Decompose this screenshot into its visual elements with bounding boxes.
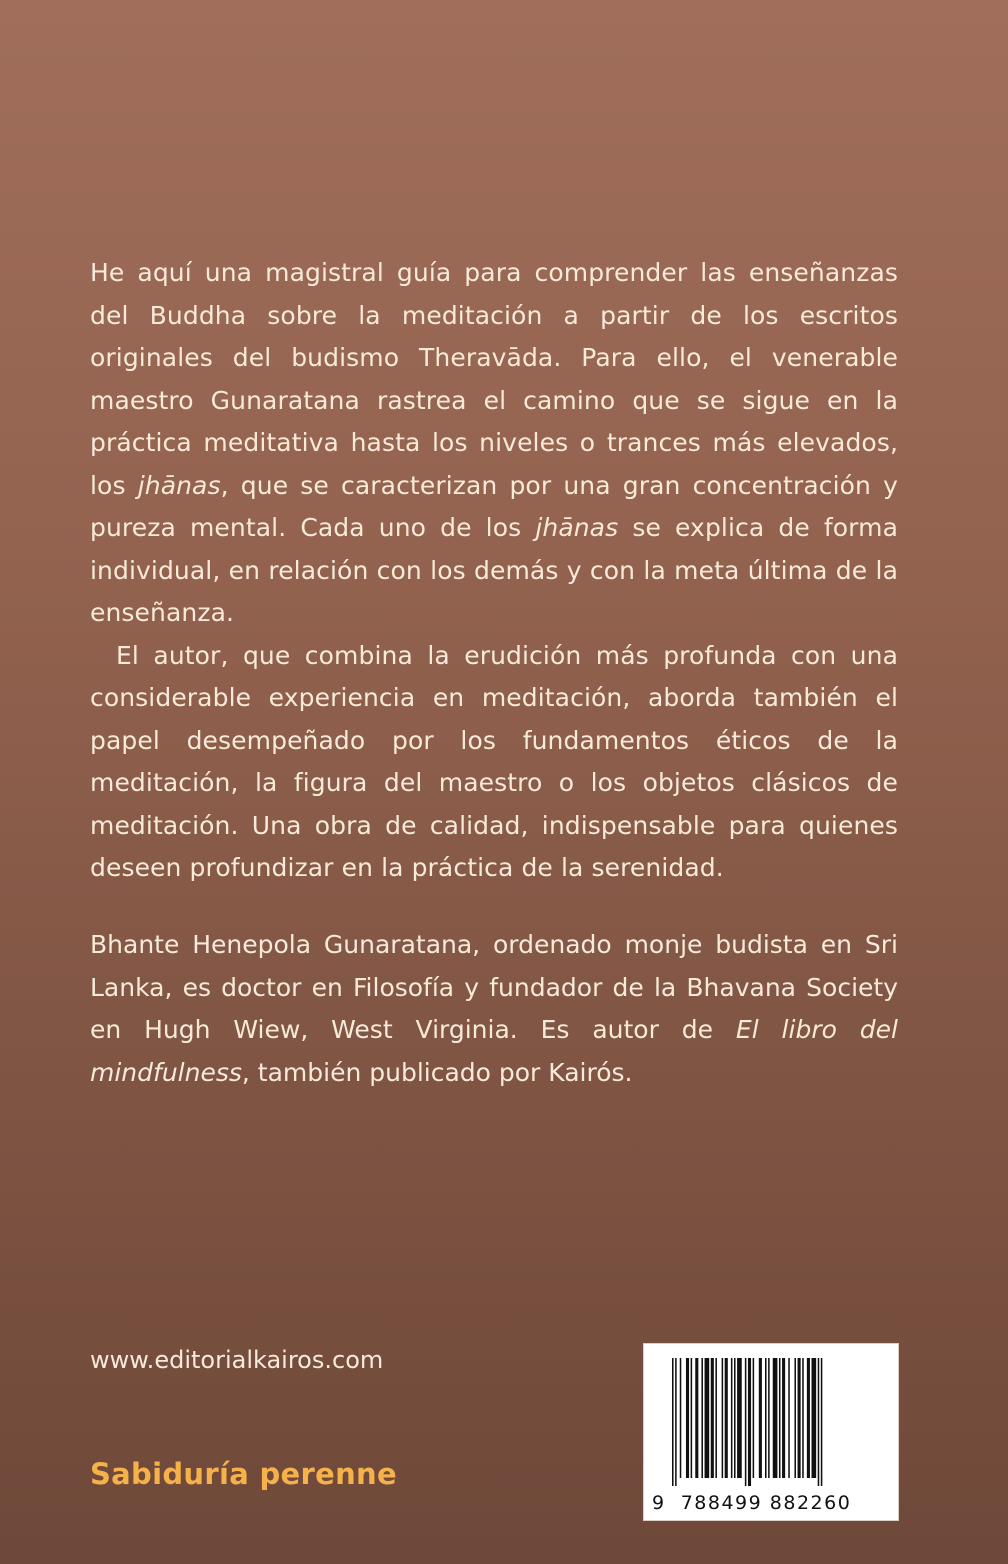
description-text: se explica de forma individual, en relación con los demás y con la meta última de la enseñanza. (90, 513, 898, 627)
barcode-bar (705, 1358, 710, 1478)
barcode-bars (672, 1358, 872, 1486)
barcode-bar (715, 1358, 717, 1478)
barcode-bar (734, 1358, 736, 1478)
isbn-first-digit: 9 (652, 1492, 666, 1514)
barcode-bar (725, 1358, 728, 1478)
publisher-website: www.editorialkairos.com (90, 1346, 384, 1374)
barcode-bar (675, 1358, 677, 1486)
description-text: He aquí una magistral guía para comprender las enseñanzas del Buddha sobre la meditación a partir de los escritos originales del budismo Theravāda. Para ello, el venerable maestro Gunaratana rastrea el camino que se sigue en la práctica meditativa hasta los niveles o trances más elevados, los (90, 258, 898, 500)
barcode-bar (701, 1358, 703, 1478)
barcode-bar (765, 1358, 767, 1478)
barcode-bar (711, 1358, 714, 1478)
barcode-bar (802, 1358, 804, 1478)
author-bio-text: , también publicado por Kairós. (241, 1057, 633, 1087)
collection-name: Sabiduría perenne (90, 1457, 397, 1491)
barcode-bar (731, 1358, 733, 1478)
barcode-bar (748, 1358, 751, 1486)
barcode-bar (788, 1358, 790, 1478)
barcode-bar (737, 1358, 742, 1478)
book-description (90, 252, 898, 890)
description-paragraph-1 (90, 252, 898, 635)
barcode-bar (672, 1358, 674, 1486)
author-book-title: El libro del mindfulness (90, 1015, 898, 1087)
barcode-bar (794, 1358, 796, 1478)
author-bio-text: Bhante Henepola Gunaratana, ordenado monje budista en Sri Lanka, es doctor en Filosofía y fundador de la Bhavana Society en Hugh Wiew, West Virginia. Es autor de (90, 930, 898, 1044)
barcode-bar (768, 1358, 770, 1478)
description-term-jhanas: jhānas (535, 513, 619, 542)
barcode-bar (798, 1358, 801, 1478)
barcode-bar (686, 1358, 689, 1478)
barcode-bar (759, 1358, 762, 1478)
isbn-group-left: 788499 (680, 1492, 763, 1514)
barcode-bar (722, 1358, 724, 1478)
barcode-bar (745, 1358, 747, 1486)
barcode-bar (695, 1358, 698, 1478)
barcode-bar (807, 1358, 810, 1478)
isbn-number (652, 1492, 890, 1514)
barcode-bar (818, 1358, 820, 1486)
isbn-group-right: 882260 (769, 1492, 852, 1514)
barcode-bar (773, 1358, 778, 1478)
author-bio (90, 924, 898, 1094)
description-paragraph-2: El autor, que combina la erudición más profunda con una considerable experiencia en meditación, aborda también el papel desempeñado por los fundamentos éticos de la meditación, la figura del maestro o los objetos clásicos de meditación. Una obra de calidad, indispensable para quienes deseen profundizar en la práctica de la serenidad. (90, 640, 898, 882)
isbn-barcode (643, 1343, 899, 1521)
barcode-bar (680, 1358, 682, 1478)
barcode-bar (812, 1358, 817, 1478)
description-term-jhanas: jhānas (137, 470, 221, 500)
barcode-bar (782, 1358, 785, 1478)
barcode-bar (821, 1358, 823, 1486)
barcode-bar (753, 1358, 755, 1478)
barcode-bar (779, 1358, 781, 1478)
barcode-bar (691, 1358, 693, 1478)
description-text: , que se caracterizan por una gran concentración y pureza mental. Cada uno de los (90, 470, 898, 542)
